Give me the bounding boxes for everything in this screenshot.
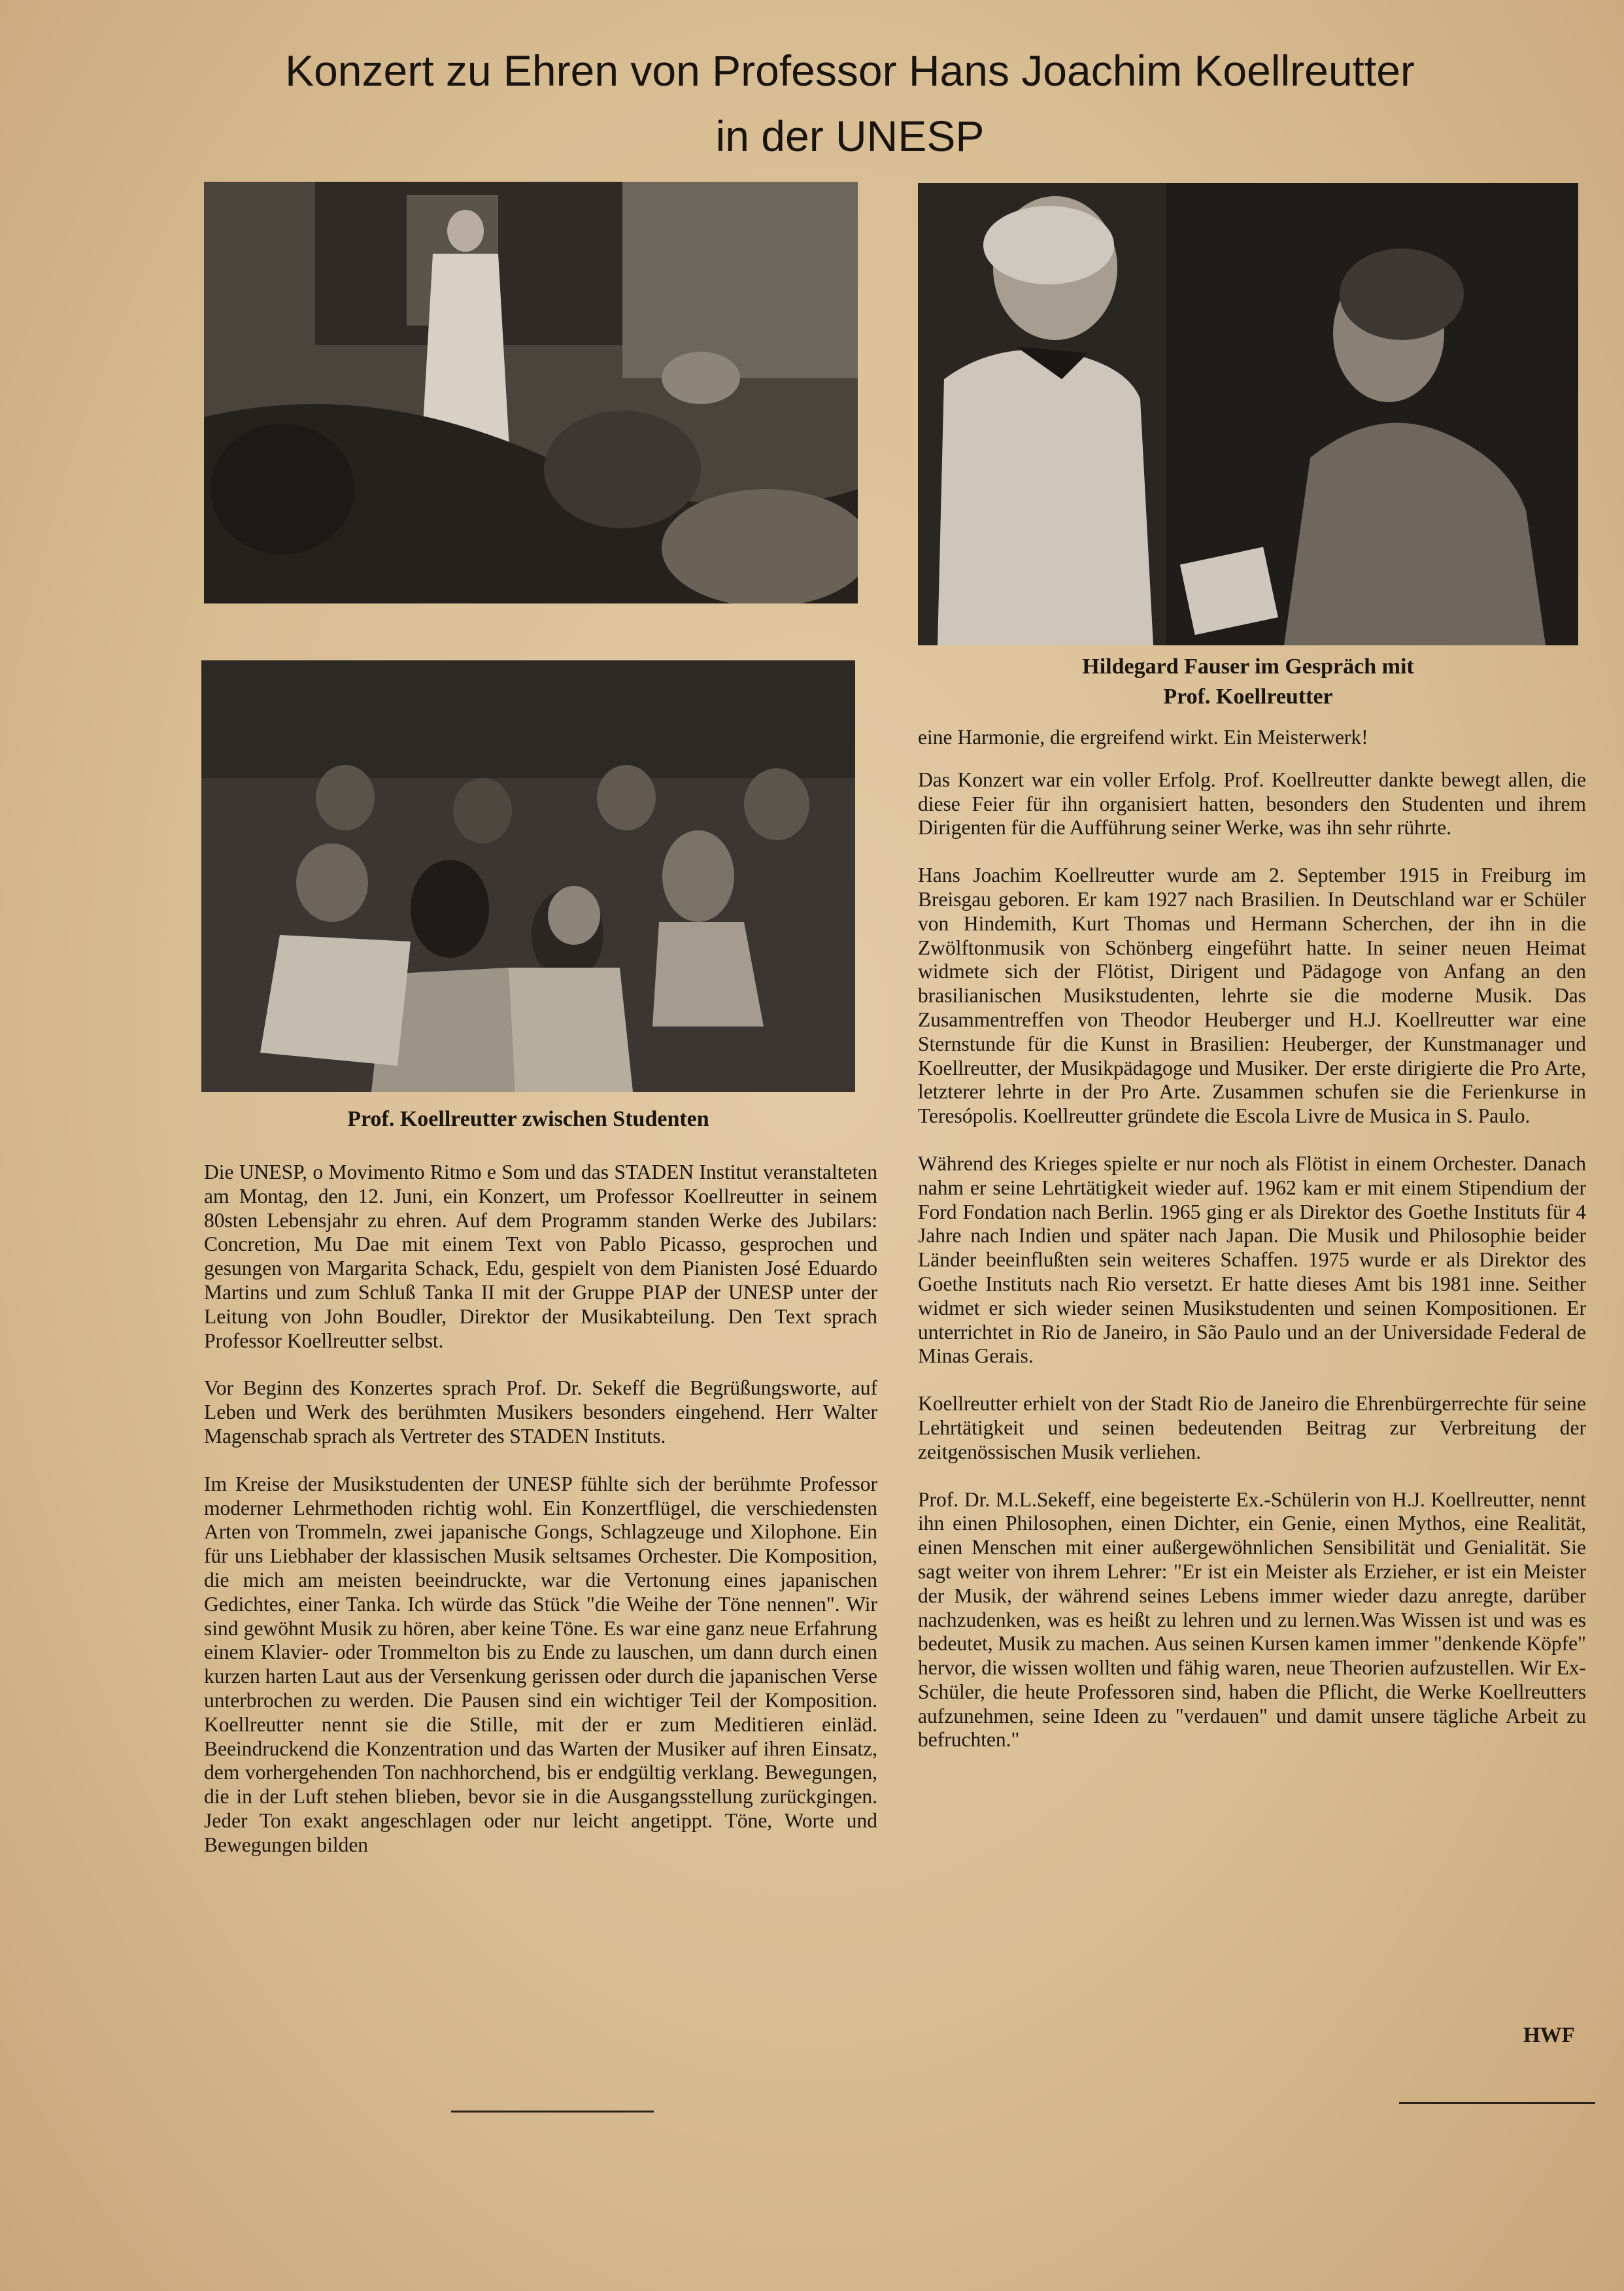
author-signature: HWF [1523,2024,1575,2047]
paragraph-greeting: Vor Beginn des Konzertes sprach Prof. Dr. Sekeff die Begrüßungsworte, auf Leben und Werk des berühmten Musikers besonders eingehend. Herr Walter Magenschab sprach als Vertreter des STADEN Instituts. [204,1376,877,1448]
paragraph-career: Während des Krieges spielte er nur noch als Flötist in einem Orchester. Danach nahm er seine Lehrtätigkeit wieder auf. 1962 kam er mit einem Stipendium der Ford Fondation nach Berlin. 1965 ging er als Direktor des Goethe Instituts für 4 Jahre nach Indien und später nach Japan. Die Musik und Philosophie beider Länder beeinflußten sein weiteres Schaffen. 1975 wurde er als Direktor des Goethe Instituts nach Rio versetzt. Er hatte dieses Amt bis 1981 inne. Seither widmet er sich wieder seinen Musikstudenten und seinen Kompositionen. Er unterrichtet in Rio de Janeiro, in São Paulo und an der Universidade Federal de Minas Gerais. [918,1151,1586,1368]
photo-koellreutter-students [201,660,855,1092]
divider-left [451,2111,654,2113]
caption-photo-right-line-2: Prof. Koellreutter [1163,685,1333,709]
caption-photo-right-line-1: Hildegard Fauser im Gespräch mit [1082,654,1414,679]
paragraph-continuation: eine Harmonie, die ergreifend wirkt. Ein Meisterwerk! [918,726,1368,749]
headline-line-1: Konzert zu Ehren von Professor Hans Joachim Koellreutter [285,46,1415,95]
paragraph-concert-review: Im Kreise der Musikstudenten der UNESP fühlte sich der berühmte Professor moderner Lehrmethoden richtig wohl. Ein Konzertflügel, die verschiedensten Arten von Trommeln, zwei japanische Gongs, Schlagzeuge und Xilophone. Ein für uns Liebhaber der klassischen Musik seltsames Orchester. Die Komposition, die mich am meisten beeindruckte, war die Vertonung eines japanischen Gedichtes, einer Tanka. Ich würde das Stück "die Weihe der Töne nennen". Wir sind gewöhnt Musik zu hören, aber keine Töne. Es war eine ganz neue Erfahrung einem Klavier- oder Trommelton bis zu Ende zu lauschen, um dann durch einen kurzen harten Laut aus der Versenkung gerissen oder durch die japanischen Verse unterbrochen zu werden. Die Pausen sind ein wichtiger Teil der Komposition. Koellreutter nennt sie die Stille, mit der er zum Meditieren einläd. Beeindruckend die Konzentration und das Warten der Musiker auf ihren Einsatz, dem vorhergehenden Ton nachhorchend, bis er endgültig verklang. Bewegungen, die in der Luft stehen blieben, bevor sie in die Ausgangsstellung zurückgingen. Jeder Ton exakt angeschlagen oder nur leicht angetippt. Töne, Worte und Bewegungen bilden [204,1472,877,1856]
paragraph-sekeff-tribute: Prof. Dr. M.L.Sekeff, eine begeisterte Ex.-Schülerin von H.J. Koellreutter, nennt ihn einen Philosophen, einen Dichter, ein Genie, einen Mythos, eine Realität, einen Menschen mit einer außergewöhnlichen Sensibilität und Genialität. Sie sagt weiter von ihrem Lehrer: "Er ist ein Meister als Erzieher, er ist ein Meister der Musik, der während seines Lebens immer wieder dazu anregte, darüber nachzudenken, was es heißt zu lehren und zu lernen.Was Wissen ist und was es bedeutet, Musik zu machen. Aus seinen Kursen kamen immer "denkende Köpfe" hervor, die wissen wollten und fähig waren, neue Theorien aufzustellen. Wir Ex-Schüler, die heute Professoren sind, haben die Pflicht, die Werke Koellreutters aufzunehmen, seine Ideen zu "verdauen" und damit unsere tägliche Arbeit zu befruchten." [918,1487,1586,1752]
photo-concert-orchestra [204,182,858,603]
paragraph-honorary-citizen: Koellreutter erhielt von der Stadt Rio de Janeiro die Ehrenbürgerrechte für seine Lehrtätigkeit und seinen bedeutenden Beitrag zur Verbreitung der zeitgenössischen Musik verliehen. [918,1392,1586,1463]
photo-fauser-koellreutter [918,183,1578,645]
paragraph-success: Das Konzert war ein voller Erfolg. Prof. Koellreutter dankte bewegt allen, die diese Feier für ihn organisiert hatten, besonders den Studenten und ihrem Dirigenten für die Aufführung seiner Werke, was ihn sehr rührte. [918,768,1586,840]
divider-right [1399,2102,1595,2104]
headline-line-2: in der UNESP [715,112,985,160]
paragraph-concert-intro: Die UNESP, o Movimento Ritmo e Som und das STADEN Institut veranstalteten am Montag, den 12. Juni, ein Konzert, um Professor Koellreutter in seinem 80sten Lebensjahr zu ehren. Auf dem Programm standen Werke des Jubilars: Concretion, Mu Dae mit einem Text von Pablo Picasso, gesprochen und gesungen von Margarita Schack, Edu, gespielt von dem Pianisten José Eduardo Martins und zum Schluß Tanka II mit der Gruppe PIAP der UNESP unter der Leitung von John Boudler, Direktor der Musikabteilung. Den Text sprach Professor Koellreutter selbst. [204,1161,877,1352]
article-left-column [204,1161,877,1881]
article-right-column [918,726,1586,1776]
paragraph-biography: Hans Joachim Koellreutter wurde am 2. September 1915 in Freiburg im Breisgau geboren. Er kam 1927 nach Brasilien. In Deutschland war er Schüler von Hindemith, Kurt Thomas und Hermann Scherchen, der ihn in die Zwölftonmusik von Schönberg eingeführt hatte. In seiner neuen Heimat widmete sich der Flötist, Dirigent und Pädagoge von Anfang an den brasilianischen Musikstudenten, lehrte sie die moderne Musik. Das Zusammentreffen von Theodor Heuberger und H.J. Koellreutter war eine Sternstunde für die Kunst in Brasilien: Heuberger, der Kunstmanager und Koellreutter, der Musikpädagoge und Musiker. Der erste dirigierte die Pro Arte, letzterer lehrte in der Pro Arte. Zusammen schufen sie die Ferienkurse in Teresópolis. Koellreutter gründete die Escola Livre de Musica in S. Paulo. [918,864,1586,1128]
caption-photo-students: Prof. Koellreutter zwischen Studenten [347,1107,709,1131]
